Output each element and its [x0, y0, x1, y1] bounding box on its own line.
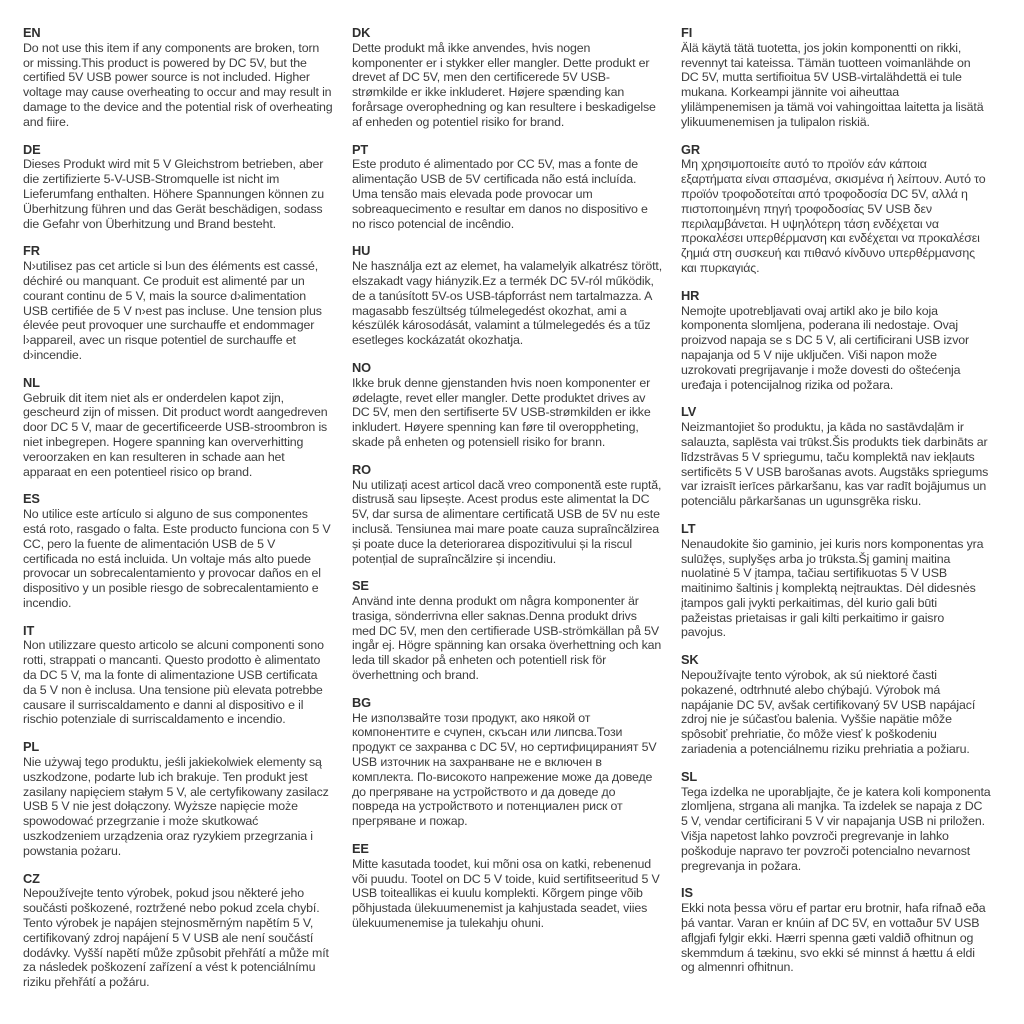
warning-text-fr: N›utilisez pas cet article si l›un des éléments est cassé, déchiré ou manquant. Ce produit est alimenté par un courant continu de 5 V, mais la source d›alimentation USB certifiée de 5 V n›est pas incluse. Une tension plus élevée peut provoquer une surchauffe et endommager l›appareil, avec un risque potentiel de surchauffe et d›incendie.: [23, 259, 322, 362]
warning-text-en: Do not use this item if any components are broken, torn or missing.This product is powered by DC 5V, but the certified 5V USB power source is not included. Higher voltage may cause overheating to occur and may result in damage to the device and the potential risk of overheating and fiire.: [23, 40, 333, 129]
lang-code-se: SE: [352, 578, 369, 594]
section-nl: [23, 376, 333, 480]
lang-code-dk: DK: [352, 25, 371, 40]
lang-code-pt: PT: [352, 141, 369, 157]
section-gr: [681, 143, 991, 276]
warning-text-se: Använd inte denna produkt om några komponenter är trasiga, sönderrivna eller saknas.Denna produkt drivs med DC 5V, men den certifierade USB-strömkällan på 5V ingår ej. Högre spänning kan orsaka överhettning och kan leda till skador på enheten och potentiell risk för överhettning och brand.: [352, 594, 662, 683]
warning-text-dk: Dette produkt må ikke anvendes, hvis nogen komponenter er i stykker eller mangler. Dette produkt er drevet af DC 5V, men den certificerede 5V USB-strømkilde er ikke inkluderet. Højere spænding kan forårsage overophedning og kan resultere i beskadigelse af enheden og potentiel risiko for brand.: [352, 40, 656, 129]
section-no: [352, 361, 662, 450]
section-fi: [681, 26, 991, 130]
warning-text-lt: Nenaudokite šio gaminio, jei kuris nors komponentas yra sulūžęs, suplyšęs arba jo trūksta.Šį gaminį maitina nuolatinė 5 V įtampa, tačiau sertifikuotas 5 V USB maitinimo šaltinis į komplektą neįtrauktas. Dėl didesnės įtampos gali įvykti perkaitimas, dėl kurio gali būti pažeistas prietaisas ir gali kilti perkaitimo ir gaisro pavojus.: [681, 536, 984, 640]
section-bg: [352, 696, 662, 829]
warning-text-lv: Neizmantojiet šo produktu, ja kāda no sastāvdaļām ir salauzta, saplēsta vai trūkst.Šis produkts tiek darbināts ar līdzstrāvas 5 V spriegumu, taču komplektā nav iekļauts sertificēts 5 V USB barošanas avots. Augstāks spriegums var izraisīt ierīces pārkaršanu, kas var radīt bojājumus un potenciālu pārkaršanas un ugunsgrēka risku.: [681, 420, 989, 509]
section-is: [681, 886, 991, 975]
section-lv: [681, 405, 991, 509]
warning-text-no: Ikke bruk denne gjenstanden hvis noen komponenter er ødelagte, revet eller mangler. Dette produktet drives av DC 5V, men den sertifiserte 5V USB-strømkilden er ikke inkludert. Høyere spenning kan føre til overoppheting, skade på enheten og potensiell risiko for brann.: [352, 375, 651, 449]
column-3: [681, 26, 991, 1024]
column-2: [352, 26, 662, 1024]
warning-text-is: Ekki nota þessa vöru ef partar eru brotnir, hafa rifnað eða þá vantar. Varan er knúin af DC 5V, en vottaður 5V USB aflgjafi fylgir ekki. Hærri spenna gæti valdið ofhitnun og skemmdum á tækinu, svo ekki sé minnst á hættu á eldi og almennri ofhitnun.: [681, 901, 986, 975]
section-dk: [352, 26, 662, 130]
section-se: [352, 579, 662, 683]
section-hr: [681, 289, 991, 393]
warning-text-ro: Nu utilizați acest articol dacă vreo componentă este ruptă, distrusă sau lipsește. Acest produs este alimentat la DC 5V, dar sursa de alimentare certificată USB de 5V nu este inclusă. Tensiunea mai mare poate cauza supraîncălzirea și poate duce la deteriorarea dispozitivului și la riscul potențial de supraîncălzire și incendiu.: [352, 477, 662, 566]
section-it: [23, 624, 333, 728]
warning-text-de: Dieses Produkt wird mit 5 V Gleichstrom betrieben, aber die zertifizierte 5-V-USB-Stromquelle ist nicht im Lieferumfang enthalten. Höhere Spannungen können zu Überhitzung führen und das Gerät beschädigen, sodass die Gefahr von Überhitzung und Brand besteht.: [23, 157, 324, 231]
warning-text-pl: Nie używaj tego produktu, jeśli jakiekolwiek elementy są uszkodzone, podarte lub ich brakuje. Ten produkt jest zasilany napięciem stałym 5 V, ale certyfikowany zasilacz USB 5 V nie jest dołączony. Wyższe napięcie może spowodować przegrzanie i może skutkować uszkodzeniem urządzenia oraz ryzykiem przegrzania i powstania pożaru.: [23, 755, 329, 858]
warning-text-ee: Mitte kasutada toodet, kui mõni osa on katki, rebenenud või puudu. Tootel on DC 5 V toide, kuid sertifitseeritud 5 V USB toiteallikas ei kuulu komplekti. Kõrgem pinge võib põhjustada ülekuumenemist ja kahjustada seadet, viies ülekuumenemise ja tulekahju ohuni.: [352, 856, 660, 931]
lang-code-lv: LV: [681, 404, 697, 420]
lang-code-pl: PL: [23, 739, 40, 755]
section-pl: [23, 740, 333, 858]
lang-code-ro: RO: [352, 461, 371, 477]
lang-code-it: IT: [23, 622, 35, 638]
section-hu: [352, 244, 662, 348]
warning-text-hr: Nemojte upotrebljavati ovaj artikl ako je bilo koja komponenta slomljena, poderana ili nedostaje. Ovaj proizvod napaja se s DC 5 V, ali certificirani USB izvor napajanja od 5 V nije uključen. Viši napon može uzrokovati pregrijavanje i može dovesti do oštećenja uređaja i potencijalnog rizika od požara.: [681, 303, 969, 392]
section-lt: [681, 522, 991, 640]
warning-text-sk: Nepoužívajte tento výrobok, ak sú niektoré časti pokazené, odtrhnuté alebo chýbajú. Výrobok má napájanie DC 5V, avšak certifikovaný 5V USB napájací zdroj nie je súčasťou balenia. Vyššie napätie môže spôsobiť prehriatie, čo môže viesť k poškodeniu zariadenia a potenciálnemu riziku prehriatia a požiaru.: [681, 668, 976, 757]
lang-code-en: EN: [23, 25, 41, 40]
section-pt: [352, 143, 662, 232]
warning-text-sl: Tega izdelka ne uporabljajte, če je katera koli komponenta zlomljena, strgana ali manjka. Ta izdelek se napaja z DC 5 V, vendar certificirani 5 V vir napajanja USB ni priložen. Višja napetost lahko povzroči pregrevanje in lahko poškoduje napravo ter povzroči potencialno nevarnost pregrevanja in požara.: [681, 784, 991, 873]
lang-code-ee: EE: [352, 841, 369, 857]
warning-text-cz: Nepoužívejte tento výrobek, pokud jsou některé jeho součásti poškozené, roztržené nebo pokud zcela chybí. Tento výrobek je napájen stejnosměrným napětím 5 V, certifikovaný zdroj napájení 5 V USB ale není součástí dodávky. Vyšší napětí může způsobit přehřátí a může mít za následek poškození zařízení a vést k potenciálnímu riziku přehřátí a požáru.: [23, 886, 329, 990]
lang-code-cz: CZ: [23, 870, 40, 886]
lang-code-de: DE: [23, 141, 41, 157]
section-de: [23, 143, 333, 232]
lang-code-no: NO: [352, 359, 371, 375]
lang-code-hr: HR: [681, 287, 700, 303]
lang-code-hu: HU: [352, 243, 371, 259]
warning-text-gr: Μη χρησιμοποιείτε αυτό το προϊόν εάν κάποια εξαρτήματα είναι σπασμένα, σκισμένα ή λείπουν. Αυτό το προϊόν τροφοδοτείται από τροφοδοσία DC 5V, αλλά η πιστοποιημένη πηγή τροφοδοσίας 5V USB δεν περιλαμβάνεται. Η υψηλότερη τάση ενδέχεται να προκαλέσει υπερθέρμανση και ενδέχεται να προκαλέσει ζημιά στη συσκευή και πιθανό κίνδυνο υπερθέρμανσης και πυρκαγιάς.: [681, 157, 986, 275]
warning-text-fi: Älä käytä tätä tuotetta, jos jokin komponentti on rikki, revennyt tai kateissa. Tämän tuotteen voimanlähde on DC 5V, mutta sertifioitua 5V USB-virtalähdettä ei tule mukana. Korkeampi jännite voi aiheuttaa ylilämpenemisen ja tämä voi vahingoittaa laitetta ja lisätä ylikuumenemisen ja tulipalon riskiä.: [681, 40, 984, 129]
lang-code-fr: FR: [23, 243, 40, 259]
section-ro: [352, 463, 662, 567]
lang-code-fi: FI: [681, 25, 693, 40]
warning-text-it: Non utilizzare questo articolo se alcuni componenti sono rotti, strappati o mancanti. Questo prodotto è alimentato da DC 5 V, ma la fonte di alimentazione USB certificata da 5 V non è inclusa. Una tensione più elevata potrebbe causare il surriscaldamento e danni al dispositivo e il rischio potenziale di surriscaldamento e incendio.: [23, 638, 324, 727]
warning-text-es: No utilice este artículo si alguno de sus componentes está roto, rasgado o falta. Este producto funciona con 5 V CC, pero la fuente de alimentación USB de 5 V certificada no está incluida. Un voltaje más alto puede provocar un sobrecalentamiento y provocar daños en el dispositivo y un posible riesgo de sobrecalentamiento e incendio.: [23, 507, 331, 610]
warning-text-bg: Не използвайте този продукт, ако някой от компонентите е счупен, скъсан или липсва.Този продукт се захранва с DC 5V, но сертифицираният 5V USB източник на захранване не е включен в комплекта. По-високото напрежение може да доведе до прегряване на устройството и да доведе до повреда на устройството и потенциален риск от прегряване и пожар.: [352, 710, 657, 829]
section-sl: [681, 770, 991, 874]
warning-text-hu: Ne használja ezt az elemet, ha valamelyik alkatrész törött, elszakadt vagy hiányzik.Ez a termék DC 5V-ról működik, de a tanúsított 5V-os USB-tápforrást nem tartalmazza. A magasabb feszültség túlmelegedést okozhat, ami a készülék károsodását, valamint a túlmelegedés és a tűz esetleges kockázatát okozhatja.: [352, 259, 663, 348]
lang-code-sk: SK: [681, 652, 699, 668]
lang-code-lt: LT: [681, 520, 696, 536]
section-es: [23, 492, 333, 610]
section-cz: [23, 872, 333, 990]
column-1: [23, 26, 333, 1024]
warning-text-nl: Gebruik dit item niet als er onderdelen kapot zijn, gescheurd zijn of missen. Dit product wordt aangedreven door DC 5 V, maar de gecertificeerde USB-stroombron is niet inbegrepen. Hogere spanning kan oververhitting veroorzaken en kan resulteren in schade aan het apparaat en een potentieel risico op brand.: [23, 390, 328, 479]
section-ee: [352, 842, 662, 931]
lang-code-es: ES: [23, 491, 40, 507]
lang-code-bg: BG: [352, 694, 371, 710]
lang-code-sl: SL: [681, 768, 698, 784]
warning-text-pt: Este produto é alimentado por CC 5V, mas a fonte de alimentação USB de 5V certificada não está incluída. Uma tensão mais elevada pode provocar um sobreaquecimento e resultar em danos no dispositivo e no risco potencial de incêndio.: [352, 157, 648, 231]
lang-code-nl: NL: [23, 374, 40, 390]
section-fr: [23, 244, 333, 362]
section-en: [23, 26, 333, 130]
lang-code-is: IS: [681, 885, 693, 901]
lang-code-gr: GR: [681, 141, 700, 157]
section-sk: [681, 653, 991, 757]
